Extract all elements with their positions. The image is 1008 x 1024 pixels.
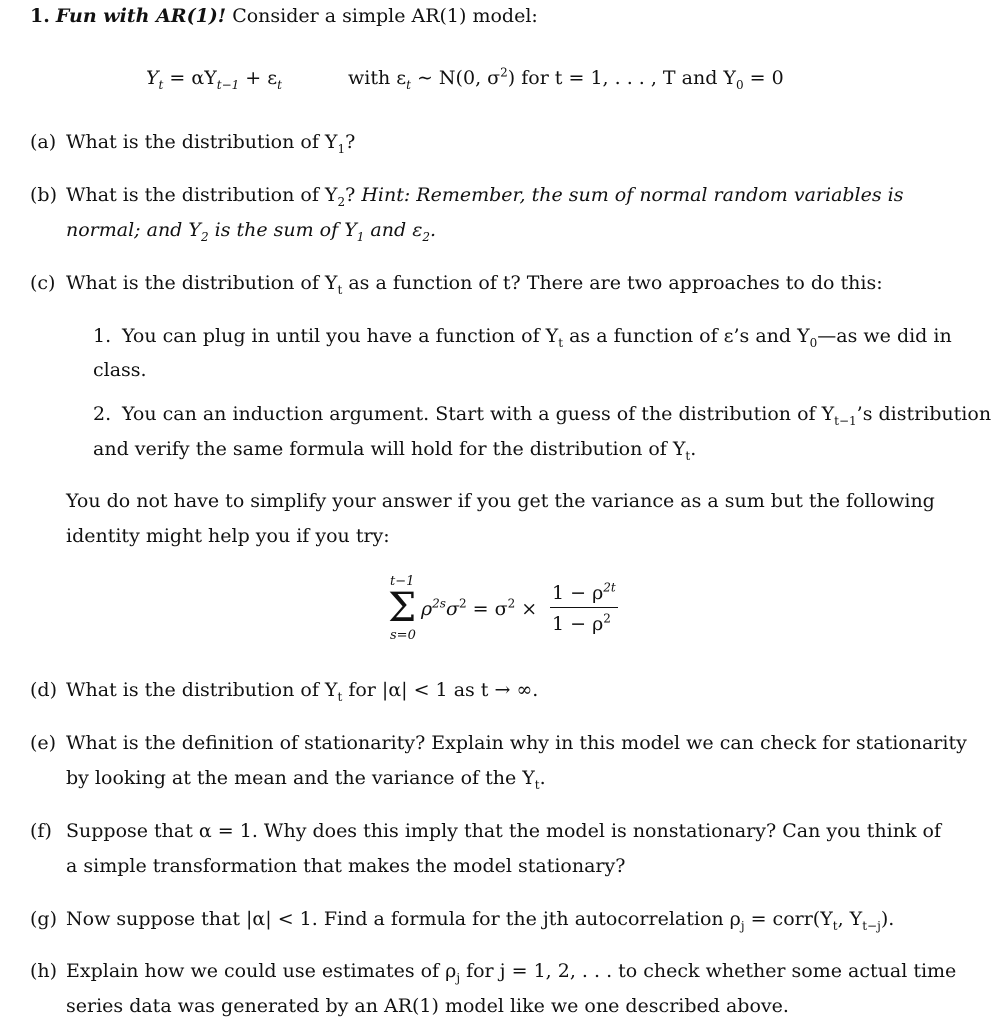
part-g-d: ).	[880, 908, 895, 930]
part-c-a: What is the distribution of Y	[66, 272, 338, 294]
model-condition	[348, 66, 784, 90]
part-d-label: (d)	[30, 679, 57, 701]
cond-with-sub: t	[406, 77, 411, 92]
part-g-label: (g)	[30, 908, 57, 930]
sum-lower: s=0	[390, 628, 416, 643]
part-g-a: Now suppose that |α| < 1. Find a formula for the jth autocorrelation ρ	[66, 908, 741, 930]
part-c-item1-line2: class.	[93, 359, 147, 381]
part-g-b: = corr(Y	[744, 908, 833, 930]
problem-title: Fun with AR(1)!	[55, 5, 227, 27]
cond-dist-sup: 2	[500, 65, 508, 80]
part-h-line2: series data was generated by an AR(1) model like we one described above.	[66, 995, 789, 1017]
sum-sigma2-sup: 2	[458, 596, 467, 611]
problem-number: 1.	[30, 5, 50, 27]
part-b-sub: 2	[337, 194, 346, 209]
eq-plus: + ε	[239, 67, 278, 89]
part-d-a: What is the distribution of Y	[66, 679, 338, 701]
part-c-label: (c)	[30, 272, 56, 294]
part-h-label: (h)	[30, 960, 58, 982]
c2-l2a: and verify the same formula will hold for the distribution of Y	[93, 438, 686, 460]
part-c-b: as a function of t? There are two approaches to do this:	[342, 272, 883, 294]
den-text: 1 − ρ	[552, 613, 604, 635]
part-f-label: (f)	[30, 820, 52, 842]
part-a-question: What is the distribution of Y	[66, 131, 338, 153]
cond-with: with ε	[348, 67, 407, 89]
part-b-l2a: normal; and Y	[66, 219, 201, 241]
sum-upper: t−1	[390, 574, 415, 589]
part-c-item1-line1	[122, 324, 952, 348]
rhs-sigma: = σ	[466, 598, 508, 620]
cond-y0-sub: 0	[735, 77, 744, 92]
eq-lhs: Y	[146, 67, 159, 89]
eq-eps-sub: t	[277, 77, 282, 92]
cond-dist: ∼ N(0, σ	[410, 67, 501, 89]
eq-rhs: = αY	[163, 67, 217, 89]
part-a-text	[66, 130, 355, 154]
part-e-line1: What is the definition of stationarity? Explain why in this model we can check for stationarity	[66, 732, 967, 754]
part-g-sub3: t−j	[862, 918, 881, 933]
part-h-b: for j = 1, 2, . . . to check whether some actual time	[460, 960, 957, 982]
part-h-line1	[66, 959, 956, 983]
part-e-line2	[66, 766, 546, 790]
part-f-line1: Suppose that α = 1. Why does this imply that the model is nonstationary? Can you think of	[66, 820, 942, 842]
model-equation	[146, 66, 282, 90]
c1-sub2: 0	[809, 335, 818, 350]
sum-sigma2: σ	[445, 598, 459, 620]
part-e-l2a: by looking at the mean and the variance of the Y	[66, 767, 535, 789]
den-sup: 2	[603, 611, 611, 626]
part-c-text	[66, 271, 883, 295]
part-a-sub: 1	[337, 141, 346, 156]
num-sup: 2t	[603, 580, 616, 595]
sum-sigma: Σ	[388, 585, 417, 631]
part-c-item2-line2	[93, 437, 696, 461]
part-g-sub: j	[740, 918, 745, 933]
frac-denominator	[552, 612, 611, 636]
part-c-sub: t	[337, 282, 343, 297]
part-g-c: , Y	[837, 908, 863, 930]
part-b-l2s1: 2	[200, 229, 209, 244]
c1-a: You can plug in until you have a function of Y	[122, 325, 559, 347]
part-b-line2	[66, 218, 436, 242]
part-e-label: (e)	[30, 732, 57, 754]
part-b-l2s2: 1	[356, 229, 365, 244]
problem-header	[30, 4, 538, 28]
part-c-item2-num: 2.	[93, 403, 112, 425]
part-d-sub: t	[337, 689, 343, 704]
problem-intro: Consider a simple AR(1) model:	[232, 5, 538, 27]
part-e-l2b: .	[539, 767, 546, 789]
eq-lhs-sub: t	[158, 77, 164, 92]
c2-l2b: .	[690, 438, 697, 460]
c2-sub: t−1	[834, 413, 857, 428]
part-h-sub: j	[456, 970, 461, 985]
part-a-label: (a)	[30, 131, 57, 153]
fraction-bar	[550, 607, 618, 608]
cond-y0-val: = 0	[743, 67, 784, 89]
part-e-l2sub: t	[534, 777, 540, 792]
rhs-times: ×	[515, 598, 538, 620]
part-c-note-line1: You do not have to simplify your answer if you get the variance as a sum but the following	[66, 490, 935, 512]
part-b-l2s3: 2	[422, 229, 431, 244]
sum-rho-sup: 2s	[432, 596, 446, 611]
part-b-qmark: ?	[345, 184, 362, 206]
c1-c: —as we did in	[817, 325, 952, 347]
c1-sub: t	[558, 335, 564, 350]
part-b-label: (b)	[30, 184, 57, 206]
rhs-sigma-sup: 2	[507, 596, 516, 611]
part-g-text	[66, 907, 894, 931]
eq-y-sub: t−1	[216, 77, 240, 92]
c2-b: ’s distribution	[856, 403, 992, 425]
part-b-line1	[66, 183, 904, 207]
part-c-item2-line1	[122, 402, 991, 426]
part-b-hint: Hint: Remember, the sum of normal random variables is	[361, 184, 904, 206]
sum-rho: ρ	[421, 598, 433, 620]
part-b-l2d: .	[430, 219, 437, 241]
c2-l2sub: t	[685, 448, 691, 463]
part-b-l2b: is the sum of Y	[208, 219, 357, 241]
part-c-note-line2: identity might help you if you try:	[66, 525, 390, 547]
cond-for: ) for t = 1, . . . , T and Y	[507, 67, 736, 89]
sum-term	[421, 597, 537, 621]
part-c-item1-num: 1.	[93, 325, 112, 347]
c2-a: You can an induction argument. Start with a guess of the distribution of Y	[122, 403, 835, 425]
part-d-text	[66, 678, 538, 702]
part-a-end: ?	[345, 131, 356, 153]
part-f-line2: a simple transformation that makes the model stationary?	[66, 855, 626, 877]
frac-numerator	[552, 581, 616, 605]
part-h-a: Explain how we could use estimates of ρ	[66, 960, 457, 982]
part-b-question: What is the distribution of Y	[66, 184, 338, 206]
c1-b: as a function of ε’s and Y	[563, 325, 810, 347]
part-d-b: for |α| < 1 as t → ∞.	[342, 679, 539, 701]
part-g-sub2: t	[832, 918, 838, 933]
part-b-l2c: and ε	[364, 219, 423, 241]
num-text: 1 − ρ	[552, 582, 604, 604]
